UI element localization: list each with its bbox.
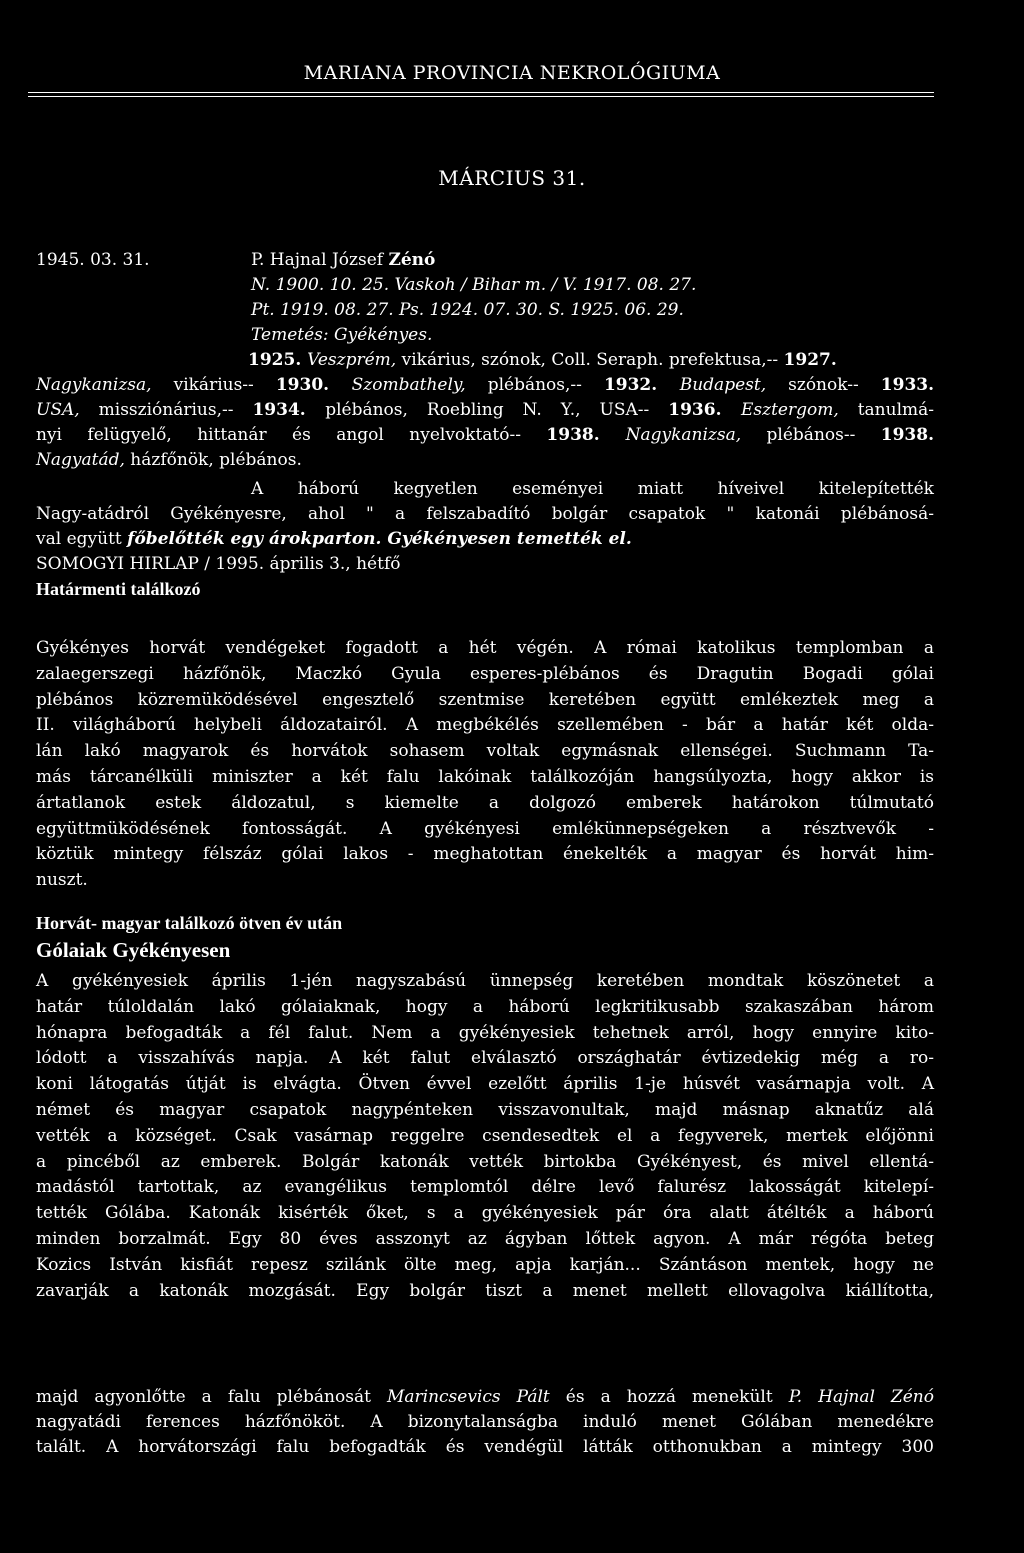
- article-line: A gyékényesiek április 1-jén nagyszabású ünnepség keretében mondtak köszönetet a: [36, 971, 934, 991]
- career-role: missziónárius,--: [98, 400, 253, 420]
- article-line: nagyatádi ferences házfőnököt. A bizonytalanságba induló menet Gólában menedékre: [36, 1412, 934, 1432]
- entry-vows: Pt. 1919. 08. 27. Ps. 1924. 07. 30. S. 1925. 06. 29.: [251, 300, 684, 320]
- page-header-title: MARIANA PROVINCIA NEKROLÓGIUMA: [303, 62, 721, 84]
- article-line: Kozics István kisfiát repesz szilánk ölte meg, apja karján... Szántáson mentek, hogy ne: [36, 1254, 934, 1275]
- career-role: tanulmá-: [857, 400, 935, 420]
- career-role: plébános,--: [487, 375, 604, 395]
- article-subheadline: Gólaiak Gyékényesen: [36, 938, 231, 962]
- article-line: más tárcanélküli miniszter a két falu lakóinak találkozóján hangsúlyozta, hogy akkor is: [36, 767, 934, 787]
- article-line: hónapra befogadták a fél falut. Nem a gyékényesiek tehetnek arról, hogy ennyire kito-: [36, 1022, 934, 1043]
- career-place: Nagykanizsa,: [625, 425, 767, 445]
- article-line: határ túloldalán lakó gólaiaknak, hogy a háború legkritikusabb szakaszában három: [36, 996, 934, 1017]
- career-year: 1936.: [668, 400, 741, 420]
- war-paragraph-line: Nagy-atádról Gyékényesre, ahol " a felszabadító bolgár csapatok " katonái plébánosá-: [36, 504, 934, 524]
- article-line: lódott a visszahívás napja. A két falut elválasztó országhatár évtizedekig még a ro-: [36, 1048, 934, 1069]
- career-year: 1938.: [546, 425, 626, 445]
- day-heading: MÁRCIUS 31.: [438, 166, 586, 190]
- career-role: szónok--: [788, 375, 881, 395]
- entry-burial: Temetés: Gyékényes.: [251, 325, 433, 345]
- article-line: nuszt.: [36, 870, 88, 891]
- career-role: plébános, Roebling N. Y., USA--: [325, 400, 669, 420]
- career-year: 1933.: [880, 375, 935, 395]
- career-role: nyi felügyelő, hittanár és angol nyelvoktató--: [36, 425, 547, 445]
- article-line: köztük mintegy félszáz gólai lakos - meghatottan énekelték a magyar és horvát him-: [36, 844, 934, 865]
- article-name: P. Hajnal Zénó: [788, 1387, 934, 1407]
- entry-religious-name: Zénó: [388, 250, 436, 270]
- article-line: zavarják a katonák mozgását. Egy bolgár tiszt a menet mellett ellovagolva kiállította,: [36, 1280, 934, 1301]
- entry-birth: N. 1900. 10. 25. Vaskoh / Bihar m. / V. 1917. 08. 27.: [251, 275, 697, 295]
- article-line: madástól tartottak, az evangélikus templomtól délre levő falurész lakosságát kitelepí-: [36, 1177, 934, 1198]
- entry-name: P. Hajnal József: [251, 250, 384, 270]
- article-line: vették a községet. Csak vasárnap reggelre csendesedtek el a fegyverek, mertek előjönni: [36, 1125, 934, 1146]
- article-headline: Horvát- magyar találkozó ötven év után: [36, 913, 343, 933]
- career-line: [36, 374, 934, 396]
- career-year: 1932.: [603, 375, 680, 395]
- article-line: [36, 1386, 934, 1408]
- article-line: minden borzalmát. Egy 80 éves asszonyt az ágyban lőttek agyon. A már régóta beteg: [36, 1229, 934, 1249]
- article-line: zalaegerszegi házfőnök, Maczkó Gyula esperes-plébános és Dragutin Bogadi gólai: [36, 663, 934, 684]
- article-line: tették Gólába. Katonák kisérték őket, s a gyékényesiek pár óra alatt átélték a háború: [36, 1203, 934, 1224]
- article-line: lán lakó magyarok és horvátok sohasem voltak egymásnak ellenségei. Suchmann Ta-: [36, 741, 934, 762]
- article-line: talált. A horvátországi falu befogadták és vendégül látták otthonukban a mintegy 300: [36, 1437, 934, 1457]
- career-place: Szombathely,: [351, 375, 488, 395]
- career-line: [36, 424, 934, 446]
- entry-name-line: [251, 249, 934, 271]
- career-year: 1934.: [252, 400, 326, 420]
- career-place: USA,: [36, 400, 99, 420]
- career-place: Budapest,: [679, 375, 789, 395]
- article-text: és a hozzá menekült: [549, 1387, 789, 1407]
- career-role: vikárius--: [173, 375, 276, 395]
- article-source: SOMOGYI HIRLAP / 1995. április 3., hétfő: [36, 554, 401, 574]
- career-year: 1930.: [275, 375, 352, 395]
- article-line: ártatlanok estek áldozatul, s kiemelte a dolgozó emberek határokon túlmutató: [36, 792, 934, 813]
- article-line: koni látogatás útját is elvágta. Ötven évvel ezelőtt április 1-je húsvét vasárnapja volt. A: [36, 1074, 934, 1095]
- article-headline: Határmenti találkozó: [36, 579, 201, 599]
- career-line: [36, 399, 934, 421]
- career-line: [248, 349, 934, 371]
- war-text-emphasis: főbelőtték egy árokparton. Gyékényesen temették el.: [127, 529, 632, 549]
- career-year: 1925.: [248, 350, 308, 370]
- career-role: házfőnök, plébános.: [130, 450, 302, 470]
- article-line: plébános közremüködésével engesztelő szentmise keretében együtt emlékeztek meg a: [36, 689, 934, 710]
- article-line: német és magyar csapatok nagypénteken visszavonultak, majd másnap aknatűz alá: [36, 1100, 934, 1120]
- article-line: II. világháború helybeli áldozatairól. A megbékélés szellemében - bár a határ két olda-: [36, 715, 934, 736]
- header-rule: [28, 96, 934, 97]
- war-paragraph-line: [36, 528, 934, 550]
- career-year: 1927.: [783, 350, 837, 370]
- career-place: Nagykanizsa,: [36, 375, 174, 395]
- career-place: Veszprém,: [307, 350, 402, 370]
- header-rule: [28, 92, 934, 93]
- war-text: val együtt: [36, 529, 128, 549]
- career-line: [36, 449, 934, 471]
- article-text: majd agyonlőtte a falu plébánosát: [36, 1387, 387, 1407]
- career-role: vikárius, szónok, Coll. Seraph. prefektusa,--: [401, 350, 784, 370]
- article-name: Marincsevics Pált: [386, 1387, 550, 1407]
- article-line: együttmüködésének fontosságát. A gyékényesi emlékünnepségeken a résztvevők -: [36, 818, 934, 839]
- war-paragraph-line: A háború kegyetlen eseményei miatt híveivel kitelepítették: [251, 479, 934, 499]
- career-place: Esztergom,: [740, 400, 858, 420]
- article-line: a pincéből az emberek. Bolgár katonák vették birtokba Gyékényest, és mivel ellentá-: [36, 1151, 934, 1172]
- career-place: Nagyatád,: [36, 450, 131, 470]
- career-role: plébános--: [766, 425, 881, 445]
- career-year: 1938.: [880, 425, 934, 445]
- article-line: Gyékényes horvát vendégeket fogadott a hét végén. A római katolikus templomban a: [36, 638, 934, 658]
- entry-date: 1945. 03. 31.: [36, 250, 150, 270]
